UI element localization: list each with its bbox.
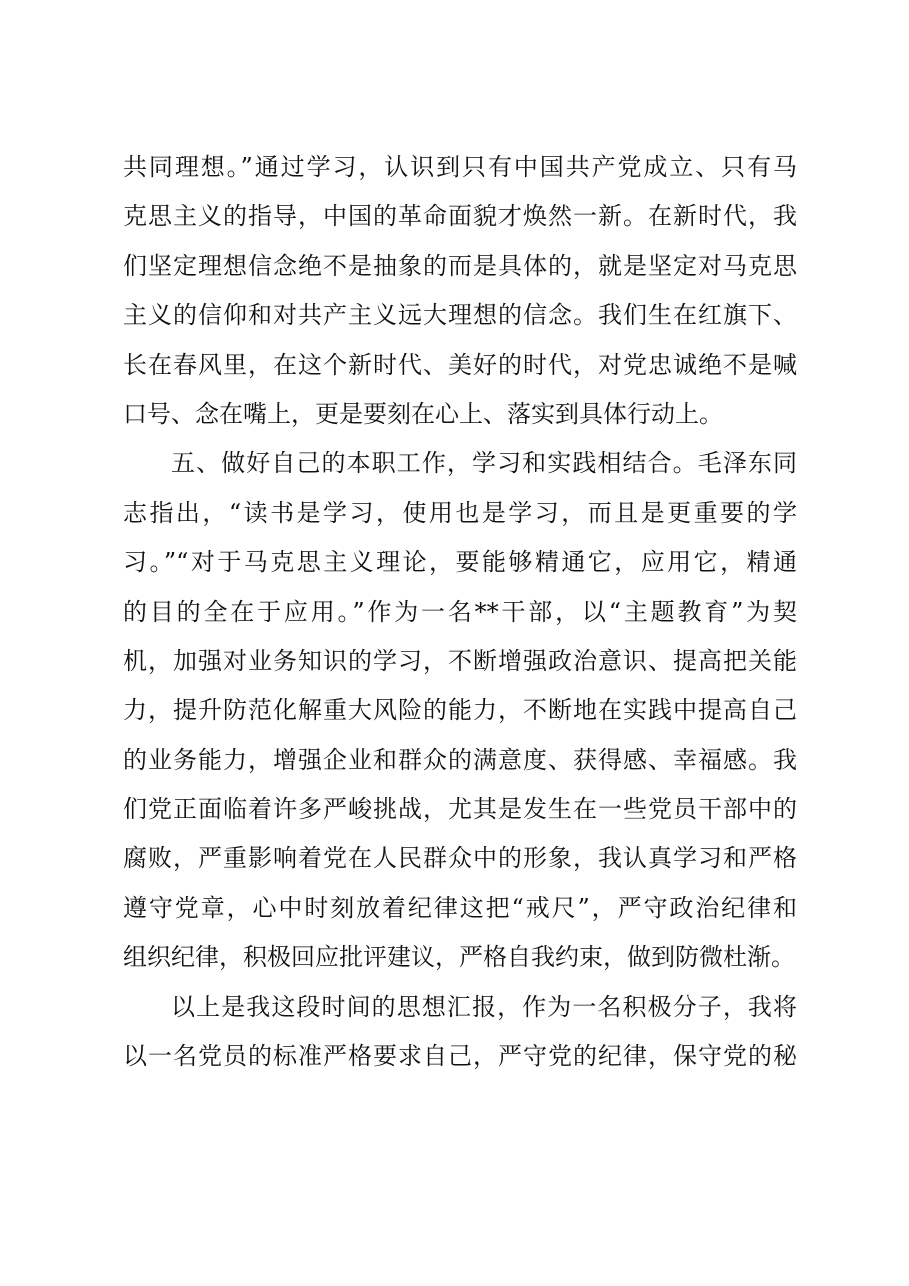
text-line: 以一名党员的标准严格要求自己，严守党的纪律，保守党的秘 xyxy=(123,1042,797,1071)
text-line: 力，提升防范化解重大风险的能力，不断地在实践中提高自己 xyxy=(123,696,797,725)
text-line: 的业务能力，增强企业和群众的满意度、获得感、幸福感。我 xyxy=(123,745,797,774)
paragraph-2 xyxy=(123,439,797,982)
text-line: 志指出，“读书是学习，使用也是学习，而且是更重要的学 xyxy=(123,498,797,527)
text-line: 们党正面临着许多严峻挑战，尤其是发生在一些党员干部中的 xyxy=(123,795,797,824)
text-line: 习。”“对于马克思主义理论，要能够精通它，应用它，精通 xyxy=(123,548,797,577)
text-line: 腐败，严重影响着党在人民群众中的形象，我认真学习和严格 xyxy=(123,844,797,873)
text-line: 们坚定理想信念绝不是抽象的而是具体的，就是坚定对马克思 xyxy=(123,251,797,280)
text-line: 克思主义的指导，中国的革命面貌才焕然一新。在新时代，我 xyxy=(123,202,797,231)
text-line: 主义的信仰和对共产主义远大理想的信念。我们生在红旗下、 xyxy=(123,301,797,330)
text-line: 五、做好自己的本职工作，学习和实践相结合。毛泽东同 xyxy=(171,449,797,478)
text-line: 组织纪律，积极回应批评建议，严格自我约束，做到防微杜渐。 xyxy=(123,943,795,972)
text-line: 长在春风里，在这个新时代、美好的时代，对党忠诚绝不是喊 xyxy=(123,350,797,379)
text-line: 的目的全在于应用。”作为一名**干部，以“主题教育”为契 xyxy=(123,597,797,626)
text-line: 口号、念在嘴上，更是要刻在心上、落实到具体行动上。 xyxy=(123,399,723,428)
paragraph-1 xyxy=(123,143,797,439)
text-line: 以上是我这段时间的思想汇报，作为一名积极分子，我将 xyxy=(171,992,797,1021)
text-line: 共同理想。”通过学习，认识到只有中国共产党成立、只有马 xyxy=(123,153,797,181)
text-line: 机，加强对业务知识的学习，不断增强政治意识、提高把关能 xyxy=(123,646,797,675)
document-body xyxy=(123,143,797,1081)
paragraph-3 xyxy=(123,983,797,1082)
text-line: 遵守党章，心中时刻放着纪律这把“戒尺”，严守政治纪律和 xyxy=(123,893,797,922)
